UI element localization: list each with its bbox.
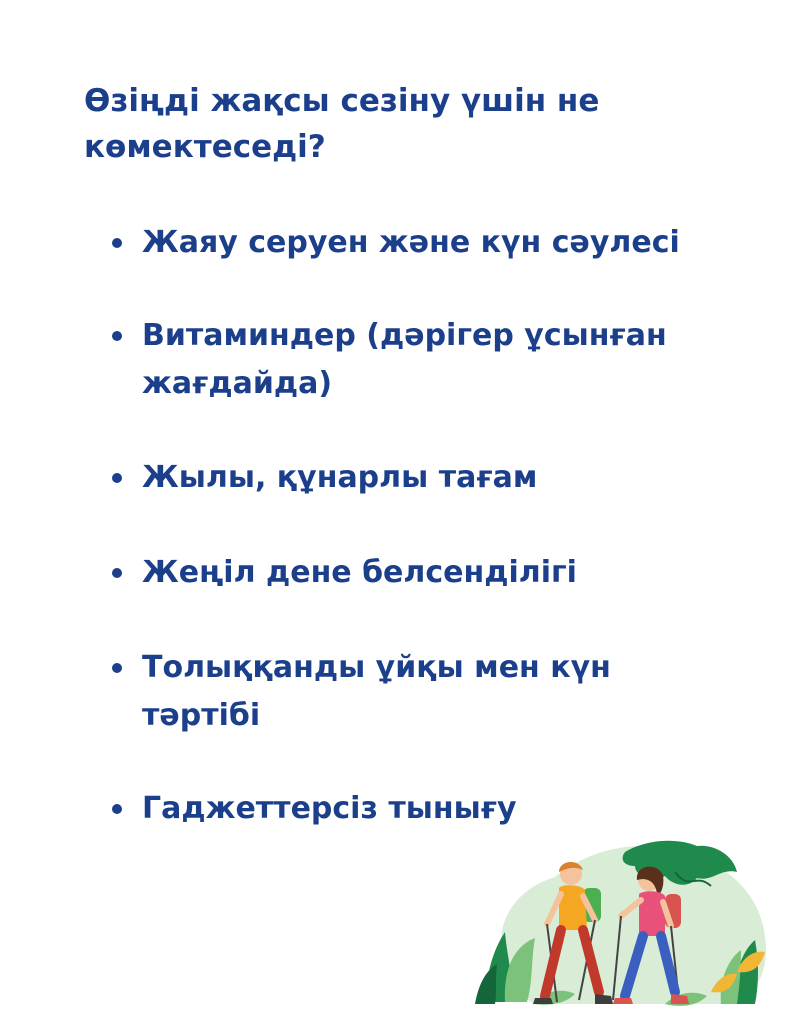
bullet-icon [112,663,122,673]
tip-text-continued: тәртібі [142,698,261,733]
tip-sleep-routine [112,644,752,740]
tip-text: Толыққанды ұйқы мен күн [142,650,611,685]
bullet-icon [112,804,122,814]
tip-warm-food [112,454,752,502]
bullet-icon [112,568,122,578]
bullet-icon [112,473,122,483]
page-title-line-2: көмектеседі? [84,129,326,165]
tip-walk-sun [112,219,752,267]
page-title-line-1: Өзіңді жақсы сезіну үшін не [84,83,600,119]
tip-vitamins [112,312,752,408]
tip-text: Гаджеттерсіз тынығу [142,791,517,826]
tip-text: Жаяу серуен және күн сәулесі [142,225,680,260]
bullet-icon [112,238,122,248]
hiking-couple-icon [475,832,775,1010]
tip-text: Жылы, құнарлы тағам [142,460,538,495]
tip-text-continued: жағдайда) [142,366,333,401]
tip-text: Жеңіл дене белсенділігі [142,555,577,590]
tip-light-activity [112,549,752,597]
tip-text: Витаминдер (дәрігер ұсынған [142,318,667,353]
tip-gadget-free-rest [112,785,752,833]
page-title [84,78,724,170]
bullet-icon [112,331,122,341]
